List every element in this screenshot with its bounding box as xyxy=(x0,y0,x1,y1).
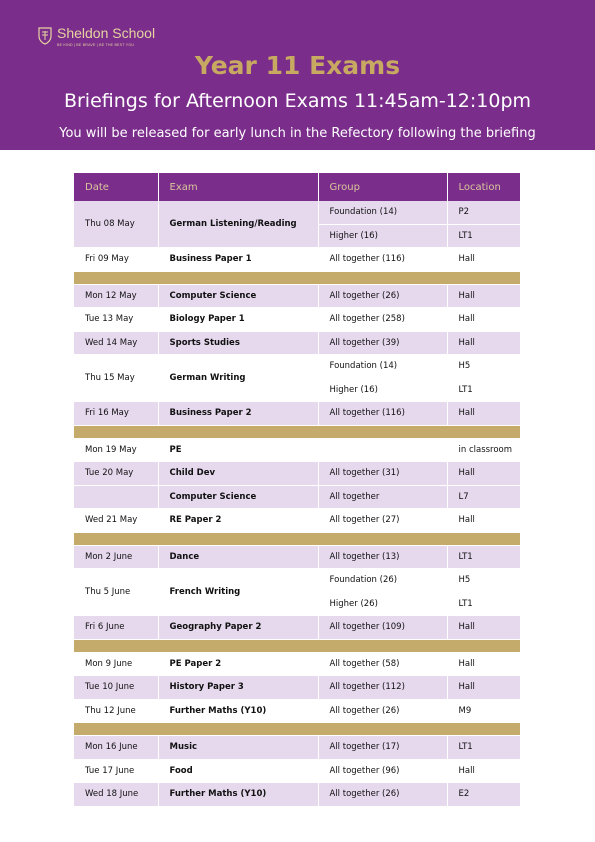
location-cell: Hall xyxy=(447,509,520,533)
date-cell: Fri 6 June xyxy=(74,616,158,640)
exam-cell: Computer Science xyxy=(158,284,318,308)
date-cell: Mon 12 May xyxy=(74,284,158,308)
exam-cell: Business Paper 2 xyxy=(158,402,318,426)
date-cell: Tue 17 June xyxy=(74,759,158,783)
page-title: Year 11 Exams xyxy=(194,51,401,80)
exam-cell: Food xyxy=(158,759,318,783)
column-header-group: Group xyxy=(318,173,447,201)
week-separator xyxy=(74,723,520,736)
location-cell: Hall xyxy=(447,676,520,700)
group-cell: All together (31) xyxy=(318,462,447,486)
table-row xyxy=(74,652,520,676)
location-cell: Hall xyxy=(447,308,520,332)
group-cell: All together (17) xyxy=(318,736,447,760)
group-cell: All together (26) xyxy=(318,284,447,308)
date-cell: Mon 9 June xyxy=(74,652,158,676)
page-subtitle: Briefings for Afternoon Exams 11:45am-12:10pm xyxy=(63,90,532,112)
date-cell: Thu 08 May xyxy=(74,201,158,248)
location-cell: Hall xyxy=(447,462,520,486)
week-separator xyxy=(74,425,520,438)
exam-briefing-table xyxy=(74,173,520,807)
group-cell: All together (258) xyxy=(318,308,447,332)
date-cell: Fri 09 May xyxy=(74,248,158,272)
exam-cell: PE xyxy=(158,438,318,462)
week-separator xyxy=(74,271,520,284)
location-cell: LT1 xyxy=(447,378,520,402)
table-row xyxy=(74,569,520,593)
group-cell: All together (112) xyxy=(318,676,447,700)
group-cell: All together (116) xyxy=(318,402,447,426)
date-cell: Fri 16 May xyxy=(74,402,158,426)
date-cell: Wed 18 June xyxy=(74,783,158,807)
date-cell xyxy=(74,485,158,509)
table-row xyxy=(74,248,520,272)
table-header-row xyxy=(74,173,520,201)
exam-cell: Geography Paper 2 xyxy=(158,616,318,640)
table-row xyxy=(74,284,520,308)
exam-cell: Computer Science xyxy=(158,485,318,509)
exam-cell: Further Maths (Y10) xyxy=(158,699,318,723)
location-cell: Hall xyxy=(447,402,520,426)
date-cell: Wed 21 May xyxy=(74,509,158,533)
school-name: Sheldon School xyxy=(57,25,156,41)
date-cell: Tue 10 June xyxy=(74,676,158,700)
date-cell: Mon 2 June xyxy=(74,545,158,569)
column-header-location: Location xyxy=(447,173,520,201)
table-row xyxy=(74,545,520,569)
table-row xyxy=(74,402,520,426)
exam-cell: Business Paper 1 xyxy=(158,248,318,272)
table-row xyxy=(74,759,520,783)
header-banner xyxy=(0,0,595,150)
table-row xyxy=(74,676,520,700)
location-cell: Hall xyxy=(447,616,520,640)
date-cell: Tue 13 May xyxy=(74,308,158,332)
table-row xyxy=(74,331,520,355)
table-row xyxy=(74,308,520,332)
exam-cell: French Writing xyxy=(158,569,318,616)
date-cell: Mon 16 June xyxy=(74,736,158,760)
date-cell: Mon 19 May xyxy=(74,438,158,462)
group-cell: Higher (16) xyxy=(318,224,447,248)
group-cell: All together (26) xyxy=(318,699,447,723)
column-header-date: Date xyxy=(74,173,158,201)
group-cell: All together (116) xyxy=(318,248,447,272)
table-row xyxy=(74,485,520,509)
date-cell: Thu 15 May xyxy=(74,355,158,402)
location-cell: LT1 xyxy=(447,224,520,248)
table-row xyxy=(74,355,520,379)
exam-cell: PE Paper 2 xyxy=(158,652,318,676)
location-cell: Hall xyxy=(447,759,520,783)
exam-cell: Dance xyxy=(158,545,318,569)
location-cell: Hall xyxy=(447,248,520,272)
exam-cell: Child Dev xyxy=(158,462,318,486)
date-cell: Thu 12 June xyxy=(74,699,158,723)
group-cell: All together (96) xyxy=(318,759,447,783)
exam-cell: German Writing xyxy=(158,355,318,402)
location-cell: LT1 xyxy=(447,545,520,569)
table-row xyxy=(74,699,520,723)
week-separator xyxy=(74,532,520,545)
group-cell: All together xyxy=(318,485,447,509)
date-cell: Tue 20 May xyxy=(74,462,158,486)
exam-cell: Sports Studies xyxy=(158,331,318,355)
group-cell: All together (13) xyxy=(318,545,447,569)
week-separator xyxy=(74,639,520,652)
location-cell: Hall xyxy=(447,652,520,676)
group-cell: All together (39) xyxy=(318,331,447,355)
location-cell: LT1 xyxy=(447,592,520,616)
exam-cell: Biology Paper 1 xyxy=(158,308,318,332)
location-cell: P2 xyxy=(447,201,520,224)
group-cell: Foundation (14) xyxy=(318,201,447,224)
location-cell: LT1 xyxy=(447,736,520,760)
group-cell: All together (58) xyxy=(318,652,447,676)
group-cell: All together (26) xyxy=(318,783,447,807)
date-cell: Wed 14 May xyxy=(74,331,158,355)
table-row xyxy=(74,201,520,224)
location-cell: in classroom xyxy=(447,438,520,462)
exam-cell: RE Paper 2 xyxy=(158,509,318,533)
crest-icon xyxy=(38,27,52,45)
exam-cell: German Listening/Reading xyxy=(158,201,318,248)
table-row xyxy=(74,438,520,462)
exam-cell: History Paper 3 xyxy=(158,676,318,700)
location-cell: Hall xyxy=(447,284,520,308)
group-cell: Foundation (14) xyxy=(318,355,447,379)
table-row xyxy=(74,616,520,640)
column-header-exam: Exam xyxy=(158,173,318,201)
lunch-note: You will be released for early lunch in the Refectory following the briefing xyxy=(59,126,536,141)
exam-cell: Music xyxy=(158,736,318,760)
table-row xyxy=(74,509,520,533)
school-logo xyxy=(38,26,155,47)
group-cell: All together (27) xyxy=(318,509,447,533)
group-cell: Higher (26) xyxy=(318,592,447,616)
date-cell: Thu 5 June xyxy=(74,569,158,616)
location-cell: H5 xyxy=(447,355,520,379)
location-cell: Hall xyxy=(447,331,520,355)
group-cell: All together (109) xyxy=(318,616,447,640)
table-row xyxy=(74,783,520,807)
location-cell: M9 xyxy=(447,699,520,723)
location-cell: L7 xyxy=(447,485,520,509)
location-cell: H5 xyxy=(447,569,520,593)
table-row xyxy=(74,736,520,760)
table-row xyxy=(74,462,520,486)
school-tagline: BE KIND | BE BRAVE | BE THE BEST YOU xyxy=(57,43,135,47)
group-cell: Higher (16) xyxy=(318,378,447,402)
group-cell: Foundation (26) xyxy=(318,569,447,593)
location-cell: E2 xyxy=(447,783,520,807)
exam-cell: Further Maths (Y10) xyxy=(158,783,318,807)
group-cell xyxy=(318,438,447,462)
